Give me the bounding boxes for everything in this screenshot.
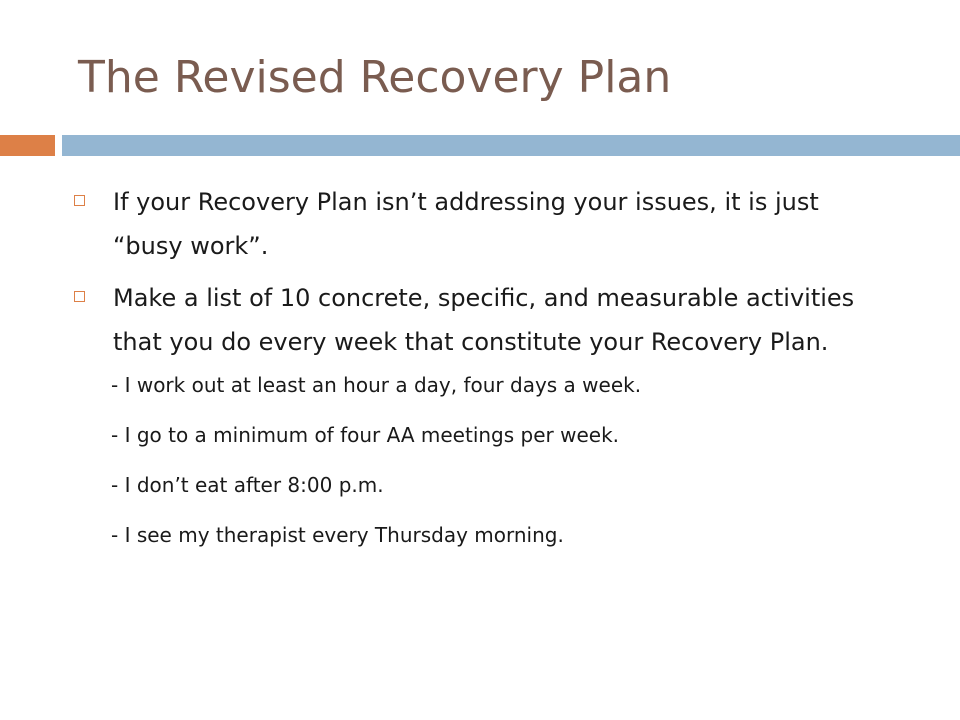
bullet-text: Make a list of 10 concrete, specific, and measurable activities that you do every week that constitute your Recovery Plan. xyxy=(113,284,855,356)
example-item: - I don’t eat after 8:00 p.m. xyxy=(111,473,384,497)
example-item: - I work out at least an hour a day, four days a week. xyxy=(111,373,642,397)
hollow-square-bullet-icon xyxy=(74,195,85,206)
bullet-item xyxy=(74,180,874,268)
example-item: - I see my therapist every Thursday morning. xyxy=(111,523,564,547)
bullet-item xyxy=(74,276,874,364)
title-rule-bar xyxy=(62,135,960,156)
example-list xyxy=(74,372,874,548)
hollow-square-bullet-icon xyxy=(74,291,85,302)
bullet-text: If your Recovery Plan isn’t addressing your issues, it is just “busy work”. xyxy=(113,188,819,260)
title-rule-accent xyxy=(0,135,55,156)
slide-body xyxy=(74,180,874,572)
slide-title: The Revised Recovery Plan xyxy=(78,52,672,103)
example-item: - I go to a minimum of four AA meetings per week. xyxy=(111,423,620,447)
